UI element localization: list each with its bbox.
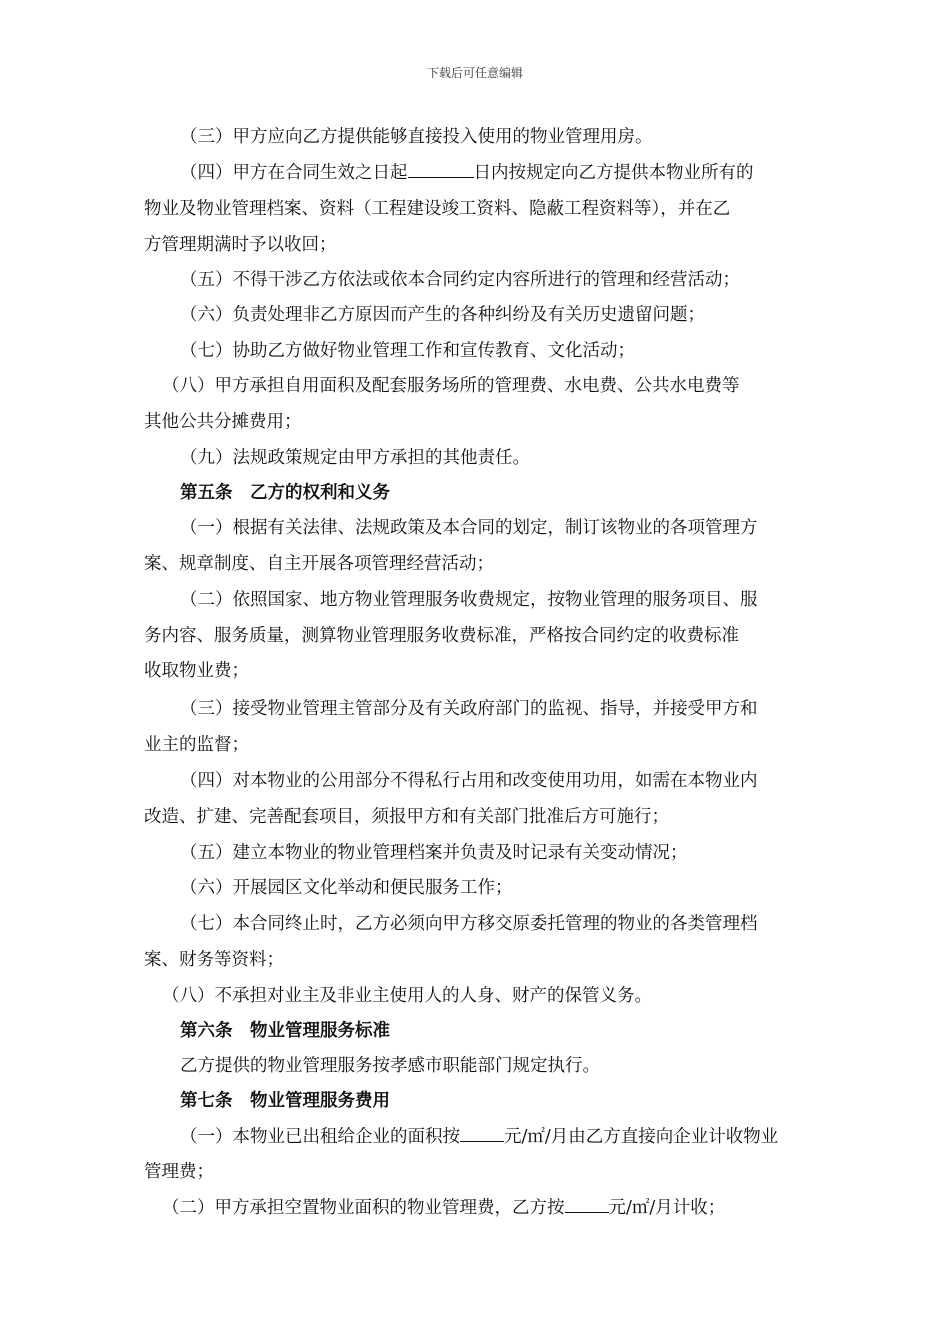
page-header: 下载后可任意编辑 — [426, 66, 523, 80]
text-line: （七）协助乙方做好物业管理工作和宣传教育、文化活动； — [180, 341, 635, 361]
text-line: 管理费； — [144, 1162, 214, 1182]
text-line: （一）本物业已出租给企业的面积按 元/㎡/月由乙方直接向企业计收物业 — [180, 1124, 778, 1149]
text-line: （三）甲方应向乙方提供能够直接投入使用的物业管理用房。 — [180, 127, 653, 147]
text-line: （九）法规政策规定由甲方承担的其他责任。 — [180, 448, 530, 468]
text-line: （二）依照国家、地方物业管理服务收费规定，按物业管理的服务项目、服 — [180, 590, 758, 610]
text-line: 业主的监督； — [144, 735, 249, 755]
text-line: 案、规章制度、自主开展各项管理经营活动； — [144, 554, 494, 574]
text-line: （四）甲方在合同生效之日起 日内按规定向乙方提供本物业所有的 — [180, 160, 754, 185]
section-heading: 第六条 物业管理服务标准 — [180, 1021, 390, 1041]
text-line: 方管理期满时予以收回； — [144, 235, 337, 255]
text-line: （五）建立本物业的物业管理档案并负责及时记录有关变动情况； — [180, 843, 688, 863]
section-heading: 第五条 乙方的权利和义务 — [180, 483, 390, 503]
blank-days-field — [408, 160, 474, 178]
text-line: 收取物业费； — [144, 661, 249, 681]
text-line: 其他公共分摊费用； — [144, 412, 302, 432]
text-line: （三）接受物业管理主管部分及有关政府部门的监视、指导，并接受甲方和 — [180, 699, 758, 719]
text-line: （七）本合同终止时，乙方必须向甲方移交原委托管理的物业的各类管理档 — [180, 914, 758, 934]
text-line: 案、财务等资料； — [144, 950, 284, 970]
text-line: （六）负责处理非乙方原因而产生的各种纠纷及有关历史遗留问题； — [180, 305, 705, 325]
text-line: 乙方提供的物业管理服务按孝感市职能部门规定执行。 — [180, 1056, 600, 1076]
text-line: 务内容、服务质量，测算物业管理服务收费标准，严格按合同约定的收费标准 — [144, 626, 739, 646]
text-line: （四）对本物业的公用部分不得私行占用和改变使用功用，如需在本物业内 — [180, 771, 758, 791]
blank-rate-field — [460, 1124, 504, 1142]
text-line: （一）根据有关法律、法规政策及本合同的划定，制订该物业的各项管理方 — [180, 518, 758, 538]
section-heading: 第七条 物业管理服务费用 — [180, 1091, 390, 1111]
text-line: 改造、扩建、完善配套项目，须报甲方和有关部门批准后方可施行； — [144, 807, 669, 827]
text-line: （五）不得干涉乙方依法或依本合同约定内容所进行的管理和经营活动； — [180, 270, 740, 290]
blank-rate-field — [565, 1195, 609, 1213]
text-line: （八）不承担对业主及非业主使用人的人身、财产的保管义务。 — [162, 986, 652, 1006]
text-line: 物业及物业管理档案、资料（工程建设竣工资料、隐蔽工程资料等），并在乙 — [144, 199, 731, 219]
text-line: （二）甲方承担空置物业面积的物业管理费，乙方按 元/㎡/月计收； — [162, 1195, 725, 1220]
text-line: （八）甲方承担自用面积及配套服务场所的管理费、水电费、公共水电费等 — [162, 376, 740, 396]
text-line: （六）开展园区文化举动和便民服务工作； — [180, 878, 513, 898]
